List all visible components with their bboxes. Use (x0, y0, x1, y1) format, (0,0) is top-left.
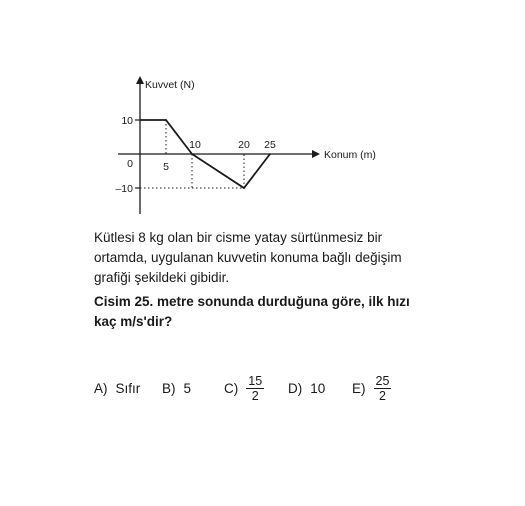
x-tick-label: 5 (163, 161, 169, 173)
option-e-fraction (374, 374, 392, 403)
problem-question: Cisim 25. metre sonunda durduğuna göre, ilk hızı kaç m/s'dir? (94, 294, 410, 329)
option-b-letter: B) (162, 380, 176, 396)
option-d-letter: D) (288, 380, 303, 396)
option-c-denominator: 2 (251, 388, 259, 403)
option-c-numerator: 15 (248, 373, 263, 388)
option-c-fraction (246, 374, 264, 403)
y-tick-label: 10 (121, 115, 133, 127)
option-d[interactable] (288, 368, 325, 408)
problem-paragraph: Kütlesi 8 kg olan bir cisme yatay sürtünmesiz bir ortamda, uygulanan kuvvetin konuma bağlı değişim grafiği şekildeki gibidir. (94, 230, 402, 285)
option-e-letter: E) (352, 380, 366, 396)
data-point (243, 187, 245, 189)
data-point (191, 153, 193, 155)
data-point (139, 119, 141, 121)
option-a[interactable] (94, 368, 140, 408)
option-e-numerator: 25 (375, 373, 390, 388)
y-axis-label: Kuvvet (N) (145, 79, 195, 91)
option-b[interactable] (162, 368, 191, 408)
x-tick-label: 10 (189, 139, 201, 151)
option-a-letter: A) (94, 380, 108, 396)
option-a-text: Sıfır (115, 380, 141, 396)
y-tick-label: –10 (115, 183, 133, 195)
data-point (165, 119, 167, 121)
option-c-letter: C) (224, 380, 239, 396)
force-position-chart (0, 0, 525, 230)
x-tick-label: 25 (264, 139, 276, 151)
option-e-denominator: 2 (378, 388, 386, 403)
x-axis-label: Konum (m) (324, 149, 376, 161)
x-tick-label: 20 (238, 139, 250, 151)
y-tick-label: 0 (127, 158, 133, 170)
option-b-text: 5 (183, 380, 192, 396)
option-c[interactable] (224, 368, 264, 408)
option-e[interactable] (352, 368, 391, 408)
data-point (269, 153, 271, 155)
option-d-text: 10 (310, 380, 326, 396)
